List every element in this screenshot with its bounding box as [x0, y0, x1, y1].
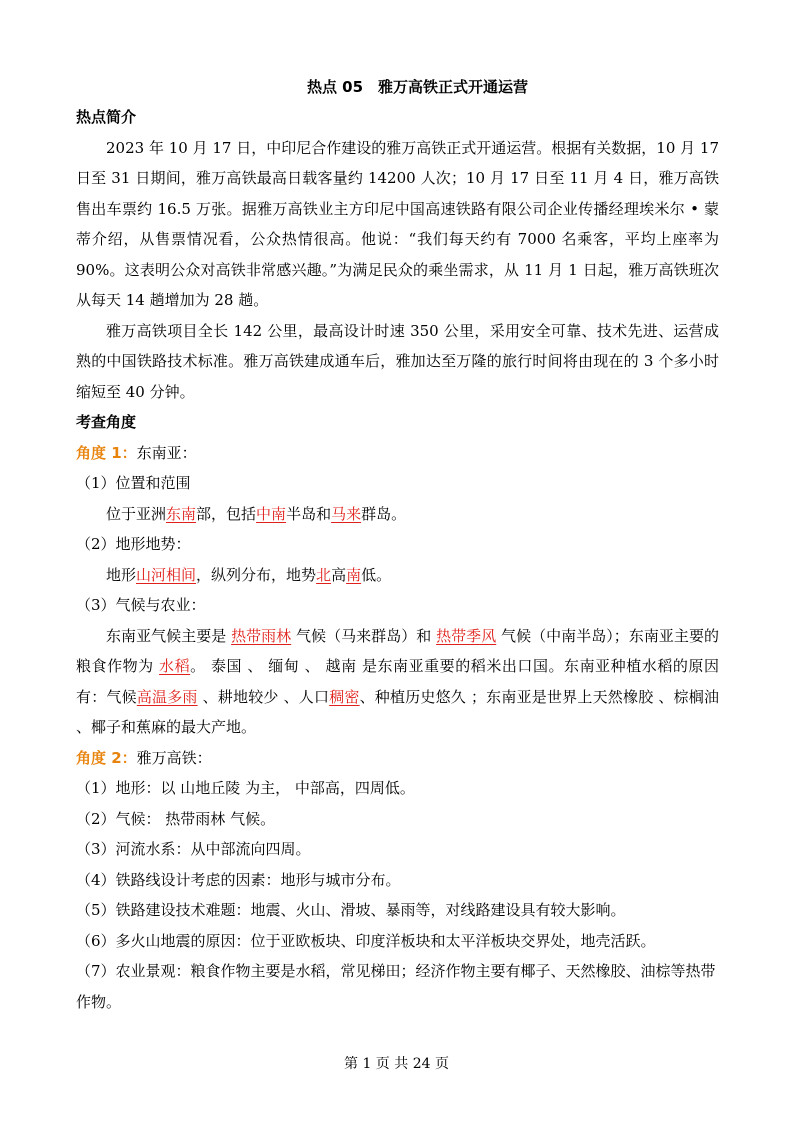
angle-2-item: （6）多火山地震的原因：位于亚欧板块、印度洋板块和太平洋板块交界处，地壳活跃。: [76, 931, 656, 950]
angle-1-item-2-body: [76, 560, 719, 591]
angle-2-item: （5）铁路建设技术难题：地震、火山、滑坡、暴雨等，对线路建设具有较大影响。: [76, 901, 626, 919]
text-run: 高: [331, 565, 347, 584]
intro-paragraph-2: 雅万高铁项目全长 142 公里，最高设计时速 350 公里，采用安全可靠、技术先进、运营成熟的中国铁路技术标准。雅万高铁建成通车后，雅加达至万隆的旅行时间将由现在的 3 个多小时缩短至 40 分钟。: [76, 321, 719, 401]
text-run: 气候（中南半岛）；东南亚主要的粮食作物为: [76, 626, 719, 675]
text-run: ，纵列分布，地势: [196, 565, 317, 584]
text-run: 半岛和: [286, 504, 332, 523]
answer-blank: 水稻: [159, 657, 191, 675]
text-run: 、种植历史悠久 ；东南亚是世界上天然橡胶 、棕榈油 、椰子和蕉麻的最大产地。: [76, 687, 719, 736]
angle-2-item: （3）河流水系：从中部流向四周。: [76, 840, 311, 858]
text-run: 。 泰国 、 缅甸 、 越南 是东南亚重要的稻米出口国。东南亚种植水稻的原因有：气候: [76, 657, 719, 706]
answer-blank: 热带季风: [436, 626, 497, 645]
angle-2-item: （1）地形：以 山地丘陵 为主， 中部高，四周低。: [76, 779, 415, 797]
angle-1-item-3-body: [76, 621, 719, 743]
answer-blank: 北: [316, 565, 332, 584]
intro-heading: 热点简介: [76, 108, 137, 126]
answer-blank: 南: [346, 565, 362, 584]
answer-blank: 山河相间: [136, 565, 197, 584]
text-run: 气候（马来群岛）和: [291, 626, 437, 645]
angle-1-label: 角度 1：: [76, 443, 137, 462]
answer-blank: 高温多雨: [136, 687, 198, 706]
exam-heading: 考查角度: [76, 413, 137, 431]
text-run: 位于亚洲: [106, 504, 167, 523]
document-page: [76, 72, 719, 1017]
text-run: 群岛。: [361, 504, 407, 523]
text-run: 地形: [106, 565, 137, 584]
angle-1-text: 东南亚：: [136, 443, 197, 462]
text-run: 部，包括: [196, 504, 257, 523]
angle-2-label: 角度 2：: [76, 748, 137, 767]
page-footer: 第 1 页 共 24 页: [344, 1056, 449, 1072]
angle-1-line: [76, 438, 719, 469]
angle-1-item-2-title: （2）地形地势：: [76, 535, 191, 553]
angle-1-item-1-body: [76, 499, 719, 530]
answer-blank: 热带雨林: [231, 626, 292, 645]
page-title: 热点 05 雅万高铁正式开通运营: [306, 78, 529, 96]
angle-2-line: [76, 743, 719, 774]
text-run: 低。: [361, 565, 392, 584]
answer-blank: 东南: [166, 504, 197, 523]
answer-blank: 中南: [256, 504, 287, 523]
intro-paragraph-1: 2023 年 10 月 17 日，中印尼合作建设的雅万高铁正式开通运营。根据有关数据，10 月 17 日至 31 日期间，雅万高铁最高日载客量约 14200 人次；10 月 17 日至 11 月 4 日，雅万高铁售出车票约 16.5 万张。据雅万高铁业主方印尼中国高速铁路有限公司企业传播经理埃米尔 • 蒙蒂介绍，从售票情况看，公众热情很高。他说：“我们每天约有 7000 名乘客，平均上座率为 90%。这表明公众对高铁非常感兴趣。”为满足民众的乘坐需求，从 11 月 1 日起，雅万高铁班次从每天 14 趟增加为 28 趟。: [76, 138, 719, 309]
angle-2-text: 雅万高铁：: [136, 748, 212, 767]
angle-2-item: （7）农业景观：粮食作物主要是水稻，常见梯田；经济作物主要有椰子、天然橡胶、油棕等热带作物。: [76, 962, 716, 1011]
angle-2-item: （2）气候： 热带雨林 气候。: [76, 809, 276, 828]
angle-2-item: （4）铁路线设计考虑的因素：地形与城市分布。: [76, 870, 401, 889]
angle-1-item-1-title: （1）位置和范围: [76, 474, 191, 492]
text-run: 东南亚气候主要是: [106, 626, 232, 645]
text-run: 、耕地较少 、人口: [197, 687, 330, 706]
angle-1-item-3-title: （3）气候与农业：: [76, 596, 206, 614]
answer-blank: 马来: [331, 504, 362, 523]
answer-blank: 稠密: [329, 687, 360, 706]
